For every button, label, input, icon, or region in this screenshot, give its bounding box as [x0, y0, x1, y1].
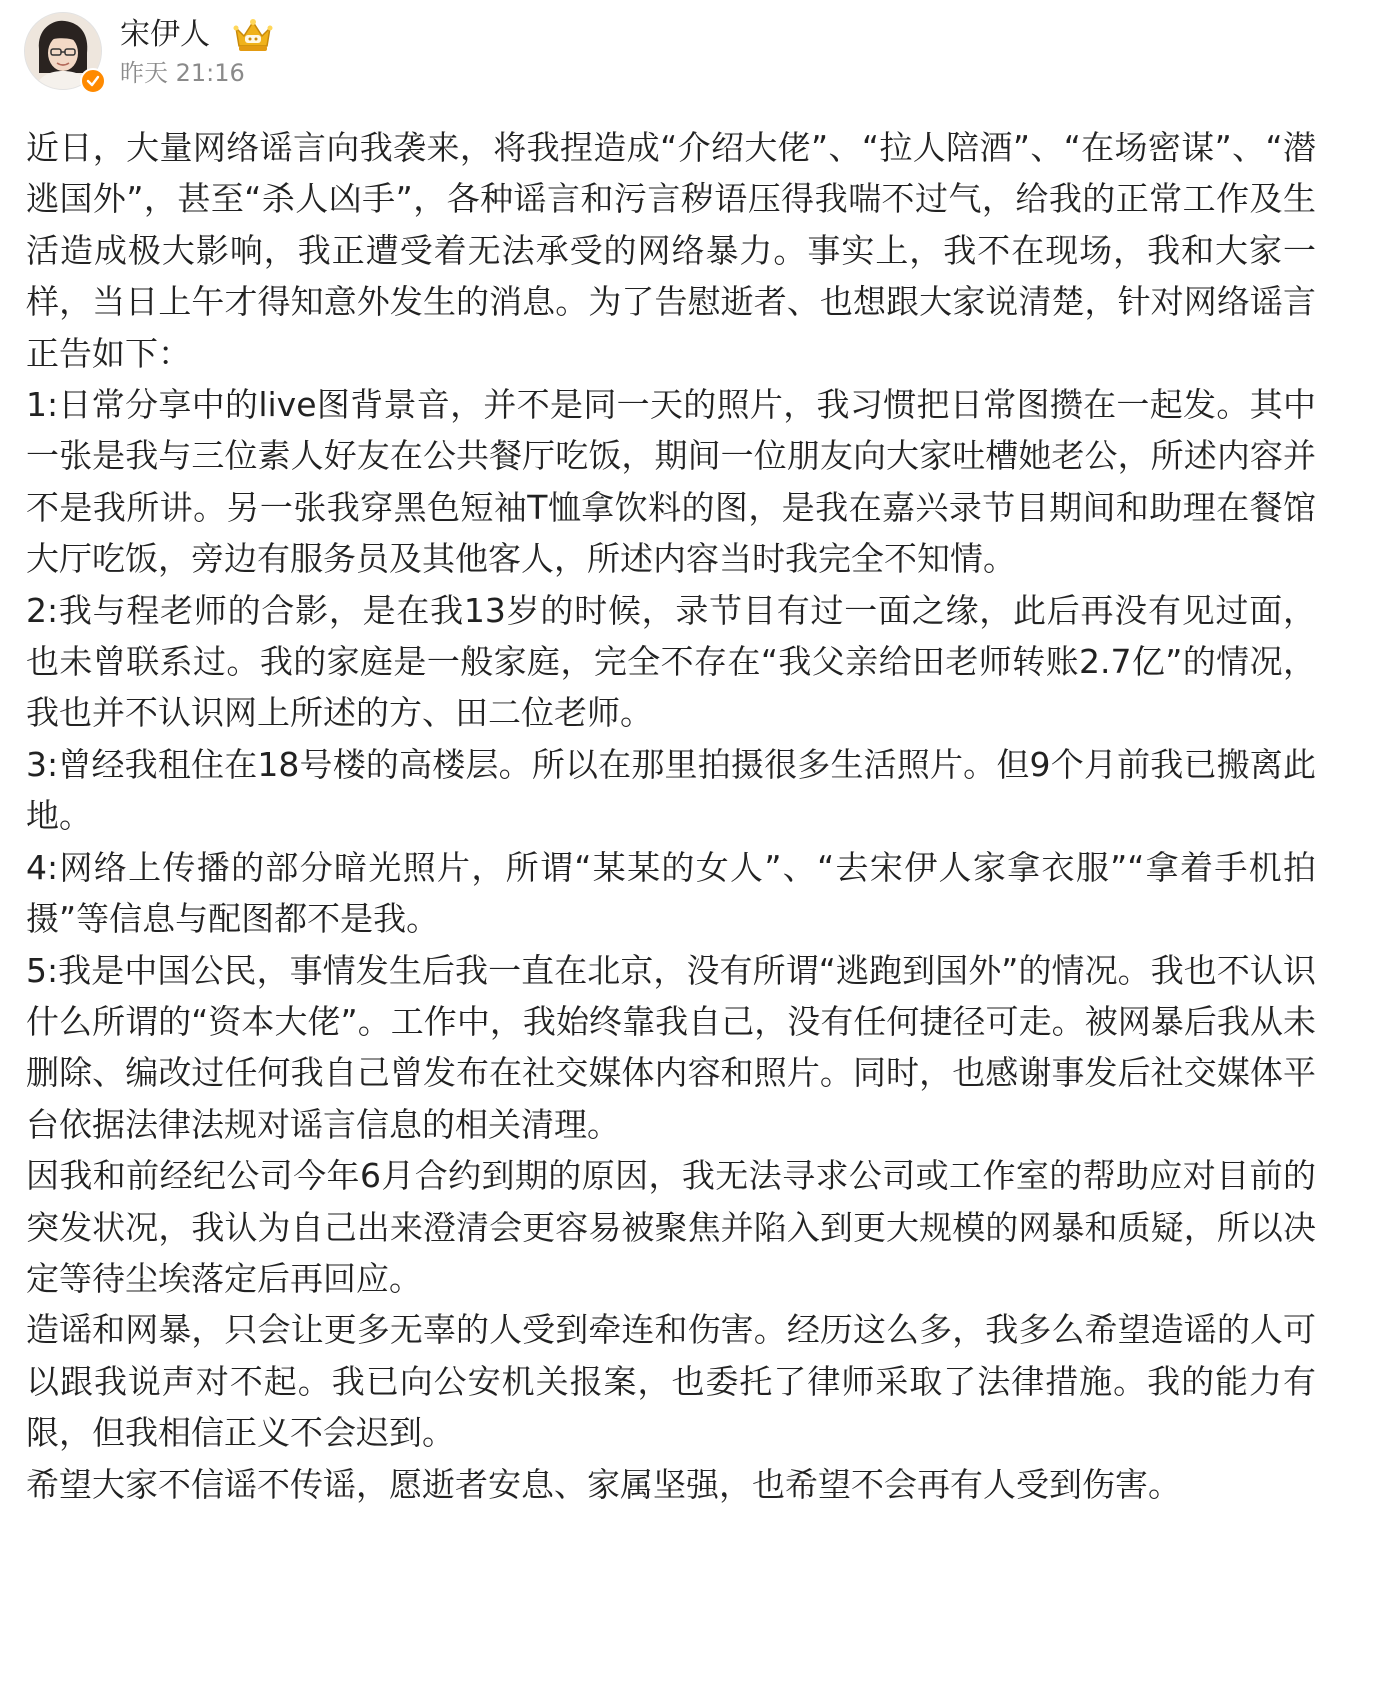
- post-paragraph-agency: 因我和前经纪公司今年6月合约到期的原因，我无法寻求公司或工作室的帮助应对目前的突发状况，我认为自己出来澄清会更容易被聚焦并陷入到更大规模的网暴和质疑，所以决定等待尘埃落定后再回应。: [26, 1156, 1316, 1298]
- post-body: [26, 122, 1316, 1510]
- post-paragraph-point-5: 5:我是中国公民，事情发生后我一直在北京，没有所谓“逃跑到国外”的情况。我也不认识什么所谓的“资本大佬”。工作中，我始终靠我自己，没有任何捷径可走。被网暴后我从未删除、编改过任何我自己曾发布在社交媒体内容和照片。同时，也感谢事发后社交媒体平台依据法律法规对谣言信息的相关清理。: [26, 950, 1316, 1144]
- post-paragraph-legal: 造谣和网暴，只会让更多无辜的人受到牵连和伤害。经历这么多，我多么希望造谣的人可以跟我说声对不起。我已向公安机关报案，也委托了律师采取了法律措施。我的能力有限，但我相信正义不会迟到。: [26, 1310, 1316, 1453]
- post-paragraph-closing: 希望大家不信谣不传谣，愿逝者安息、家属坚强，也希望不会再有人受到伤害。: [26, 1464, 1181, 1504]
- post-timestamp[interactable]: 昨天 21:16: [120, 59, 245, 87]
- post-paragraph-point-3: 3:曾经我租住在18号楼的高楼层。所以在那里拍摄很多生活照片。但9个月前我已搬离此地。: [26, 744, 1316, 836]
- post-header: [24, 12, 624, 92]
- user-name[interactable]: 宋伊人: [120, 17, 210, 52]
- post-paragraph-point-1: 1:日常分享中的live图背景音，并不是同一天的照片，我习惯把日常图攒在一起发。其中一张是我与三位素人好友在公共餐厅吃饭，期间一位朋友向大家吐槽她老公，所述内容并不是我所讲。另一张我穿黑色短袖T恤拿饮料的图，是我在嘉兴录节目期间和助理在餐馆大厅吃饭，旁边有服务员及其他客人，所述内容当时我完全不知情。: [26, 385, 1316, 579]
- avatar-container[interactable]: [24, 12, 104, 92]
- post-paragraph-point-4: 4:网络上传播的部分暗光照片，所谓“某某的女人”、“去宋伊人家拿衣服”“拿着手机拍摄”等信息与配图都不是我。: [26, 847, 1316, 939]
- vip-crown-icon[interactable]: [230, 16, 276, 54]
- verified-badge-icon: [80, 68, 106, 94]
- post-paragraph-point-2: 2:我与程老师的合影，是在我13岁的时候，录节目有过一面之缘，此后再没有见过面，也未曾联系过。我的家庭是一般家庭，完全不存在“我父亲给田老师转账2.7亿”的情况，我也并不认识网上所述的方、田二位老师。: [26, 590, 1316, 733]
- post-paragraph-intro: 近日，大量网络谣言向我袭来，将我捏造成“介绍大佬”、“拉人陪酒”、“在场密谋”、“潜逃国外”，甚至“杀人凶手”，各种谣言和污言秽语压得我喘不过气，给我的正常工作及生活造成极大影响，我正遭受着无法承受的网络暴力。事实上，我不在现场，我和大家一样，当日上午才得知意外发生的消息。为了告慰逝者、也想跟大家说清楚，针对网络谣言正告如下：: [26, 128, 1316, 373]
